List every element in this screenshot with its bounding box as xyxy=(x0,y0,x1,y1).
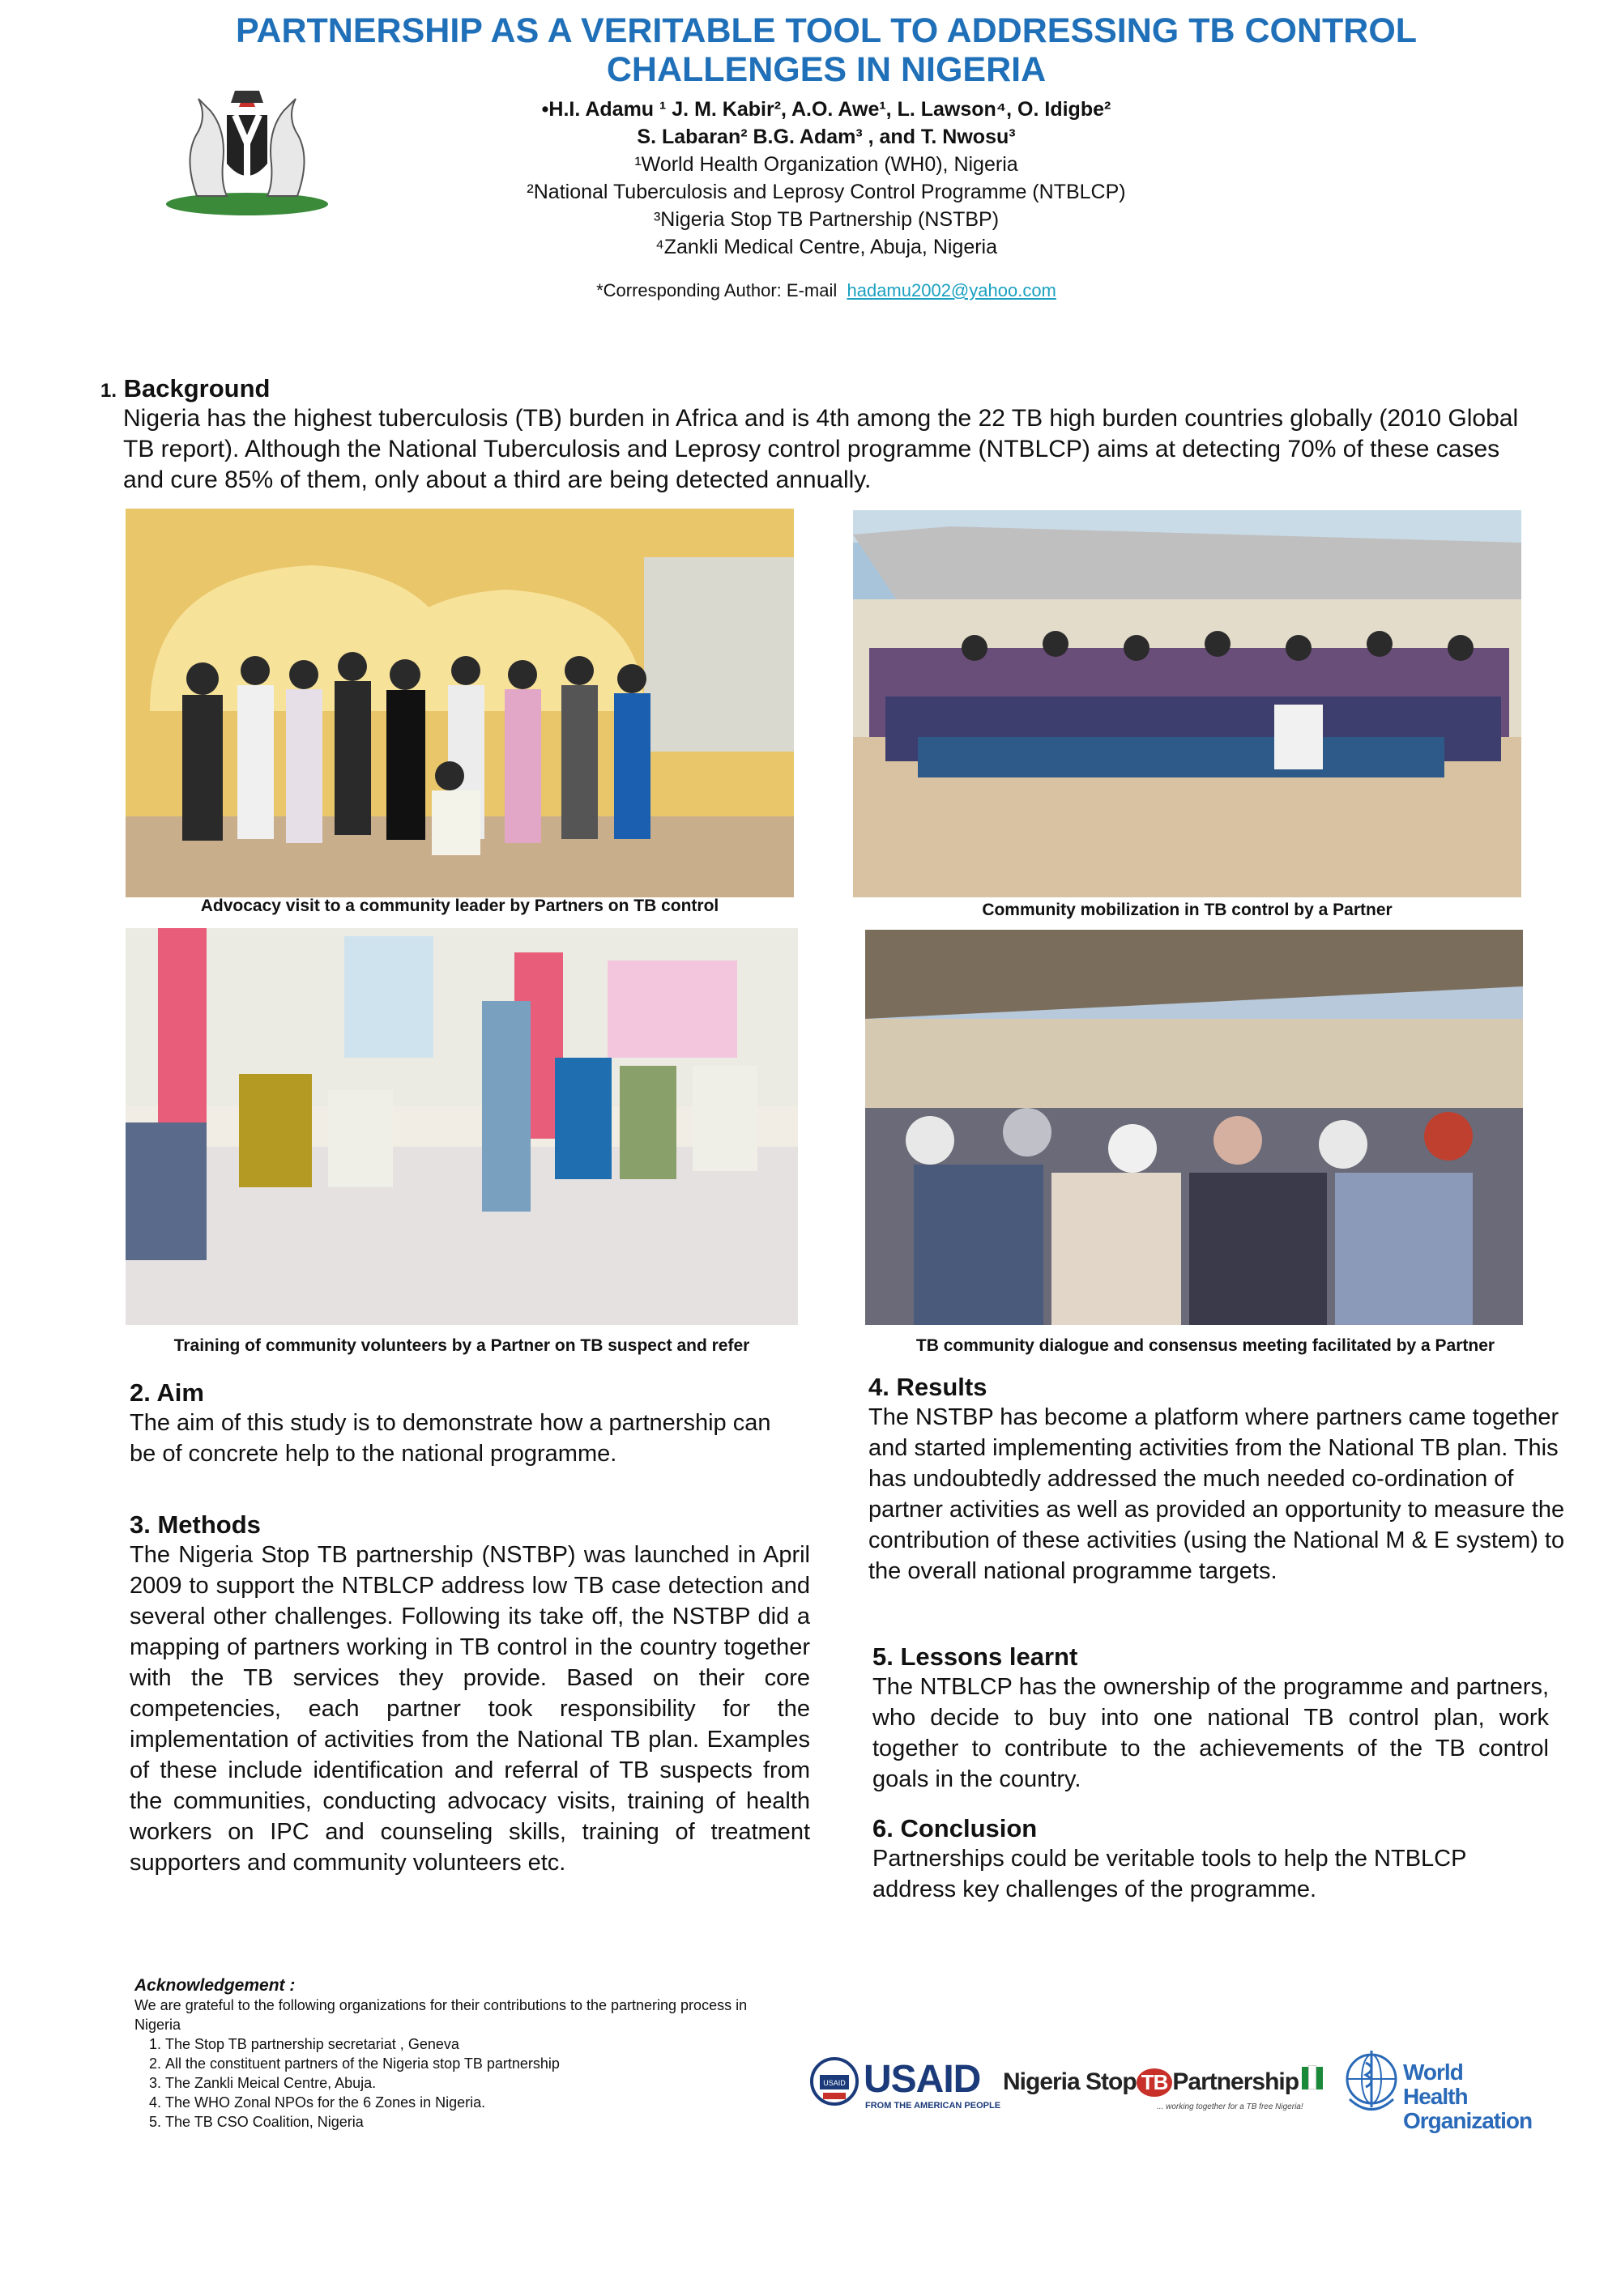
caption-photo-4: TB community dialogue and consensus meeting facilitated by a Partner xyxy=(915,1336,1495,1355)
photo-community-dialogue xyxy=(865,930,1523,1325)
author-line-2: S. Labaran² B.G. Adam³ , and T. Nwosu³ xyxy=(637,126,1016,148)
usaid-seal-icon xyxy=(810,2049,859,2114)
methods-heading: 3. Methods xyxy=(130,1510,261,1539)
coat-of-arms-emblem xyxy=(150,66,344,220)
background-section xyxy=(100,374,1542,496)
ack-item: 1. The Stop TB partnership secretariat , Geneva xyxy=(165,2034,758,2054)
background-heading xyxy=(100,374,1542,403)
nstbp-logo xyxy=(1003,2065,1323,2097)
lessons-section xyxy=(872,1642,1549,1795)
photo-training-volunteers xyxy=(126,928,798,1325)
ack-item: 5. The TB CSO Coalition, Nigeria xyxy=(165,2112,758,2132)
ack-item: 2. All the constituent partners of the Nigeria stop TB partnership xyxy=(165,2054,758,2073)
flag-white-stripe xyxy=(1308,2065,1316,2089)
flag-green-stripe xyxy=(1316,2067,1323,2089)
aim-heading: 2. Aim xyxy=(130,1378,204,1407)
conclusion-section xyxy=(872,1814,1549,1905)
ack-intro: We are grateful to the following organizations for their contributions to the partnering process in Nigeria xyxy=(134,1997,748,2033)
photo-advocacy-visit xyxy=(126,509,794,897)
who-line-2: Organization xyxy=(1403,2108,1533,2133)
nstbp-text-b: Partnership xyxy=(1172,2068,1299,2095)
sponsor-logos xyxy=(810,2033,1533,2133)
usaid-logo: USAID xyxy=(864,2058,981,2101)
photo-community-mobilization xyxy=(853,510,1521,897)
results-text: The NSTBP has become a platform where partners came together and started implementing activities from the National TB plan. This has undoubtedly addressed the much needed co-ordination of partner activities as well as provided an opportunity to measure the contribution of these activities (using the National M & E system) to the overall national programme targets. xyxy=(868,1404,1565,1584)
poster-title xyxy=(146,11,1507,89)
caption-photo-3: Training of community volunteers by a Partner on TB suspect and refer xyxy=(173,1336,750,1355)
corresponding-author xyxy=(454,280,1199,301)
nstbp-tb-badge: TB xyxy=(1137,2068,1173,2097)
email-link[interactable]: hadamu2002@yahoo.com xyxy=(847,280,1056,300)
ack-item: 4. The WHO Zonal NPOs for the 6 Zones in Nigeria. xyxy=(165,2093,758,2112)
background-text: Nigeria has the highest tuberculosis (TB) burden in Africa and is 4th among the 22 TB high burden countries globally (2010 Global TB report). Although the National Tuberculosis and Leprosy control programme (NTBLCP) aims at detecting 70% of these cases and cure 85% of them, only about a third are being detected annually. xyxy=(123,405,1519,493)
usaid-seal-text: USAID xyxy=(823,2079,846,2087)
conclusion-text: Partnerships could be veritable tools to help the NTBLCP address key challenges of the programme. xyxy=(872,1846,1466,1902)
caption-photo-2: Community mobilization in TB control by a Partner xyxy=(982,901,1393,919)
methods-text: The Nigeria Stop TB partnership (NSTBP) was launched in April 2009 to support the NTBLCP address low TB case detection and several other challenges. Following its take off, the NSTBP did a mapping of partners working in TB control in the country together with the TB services they provide. Based on their core competencies, each partner took responsibility for the implementation of activities from the National TB plan. Examples of these include identification and referral of TB suspects from the communities, conducting advocacy visits, training of health workers on IPC and counseling skills, training of treatment supporters and community volunteers etc. xyxy=(130,1542,810,1876)
title-line-2: CHALLENGES IN NIGERIA xyxy=(606,50,1047,89)
author-line-1: •H.I. Adamu ¹ J. M. Kabir², A.O. Awe¹, L. Lawson⁴, O. Idigbe² xyxy=(541,98,1111,121)
who-line-1: World Health xyxy=(1403,2060,1468,2109)
affiliation-2: ²National Tuberculosis and Leprosy Control Programme (NTBLCP) xyxy=(527,181,1126,203)
usaid-tagline: FROM THE AMERICAN PEOPLE xyxy=(865,2101,1001,2111)
lessons-heading: 5. Lessons learnt xyxy=(872,1642,1078,1671)
conclusion-heading: 6. Conclusion xyxy=(872,1814,1038,1842)
title-line-1: PARTNERSHIP AS A VERITABLE TOOL TO ADDRESSING TB CONTROL xyxy=(235,11,1418,50)
background-heading-text: Background xyxy=(123,374,271,403)
affiliation-1: ¹World Health Organization (WH0), Nigeria xyxy=(634,153,1018,176)
affiliation-4: ⁴Zankli Medical Centre, Abuja, Nigeria xyxy=(655,236,998,258)
flag-green-stripe xyxy=(1302,2067,1308,2089)
who-emblem-icon xyxy=(1343,2043,1400,2123)
who-logo-text xyxy=(1403,2060,1532,2133)
aim-text: The aim of this study is to demonstrate how a partnership can be of concrete help to the national programme. xyxy=(130,1410,771,1467)
email-label: *Corresponding Author: E-mail xyxy=(596,280,838,300)
caption-photo-1: Advocacy visit to a community leader by Partners on TB control xyxy=(200,897,719,915)
results-section xyxy=(868,1373,1581,1587)
acknowledgement-section xyxy=(134,1976,758,2132)
methods-section xyxy=(130,1510,810,1878)
affiliation-3: ³Nigeria Stop TB Partnership (NSTBP) xyxy=(653,208,1000,231)
lessons-text: The NTBLCP has the ownership of the programme and partners, who decide to buy into one national TB control plan, work together to contribute to the achievements of the TB control goals in the country. xyxy=(872,1674,1549,1792)
aim-section xyxy=(130,1378,794,1469)
ack-list xyxy=(134,2034,758,2132)
nstbp-text-a: Nigeria Stop xyxy=(1003,2068,1137,2095)
nstbp-tagline: ... working together for a TB free Nigeria! xyxy=(1157,2102,1303,2111)
background-number: 1. xyxy=(100,380,117,402)
author-block xyxy=(454,96,1199,261)
ack-heading: Acknowledgement : xyxy=(134,1976,296,1995)
results-heading: 4. Results xyxy=(868,1373,987,1401)
ack-item: 3. The Zankli Meical Centre, Abuja. xyxy=(165,2073,758,2093)
